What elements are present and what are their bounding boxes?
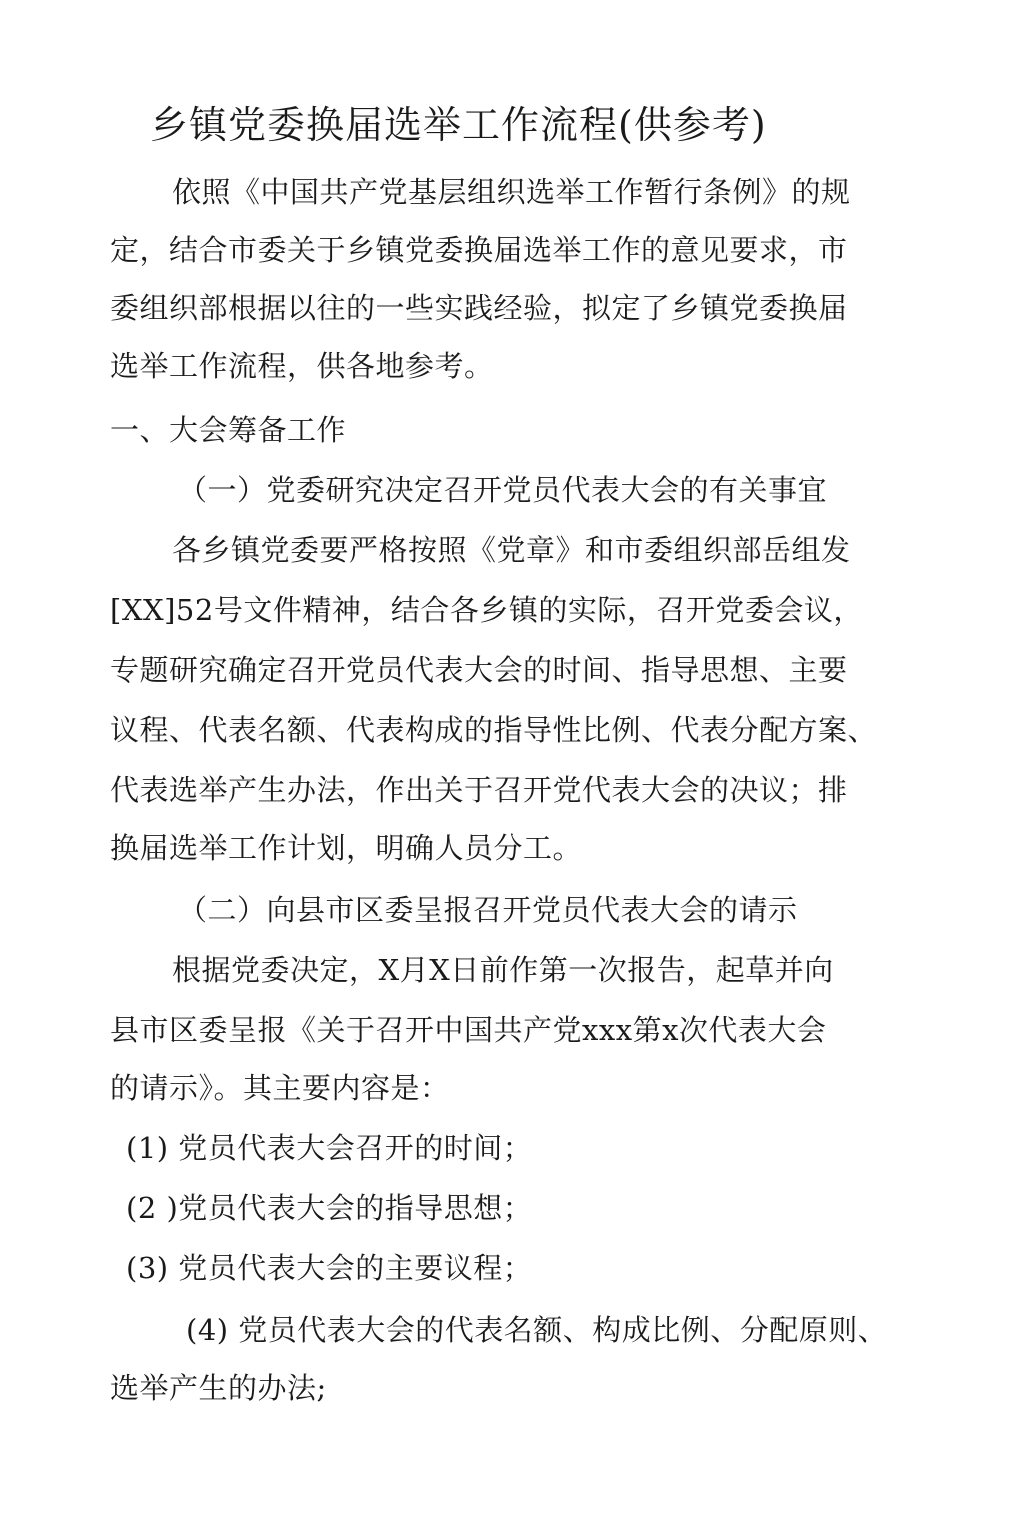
list-item-4-line-2: 选举产生的办法; xyxy=(110,1371,327,1405)
intro-line-1: 依照《中国共产党基层组织选举工作暂行条例》的规 xyxy=(172,175,851,209)
list-item-2: (2 )党员代表大会的指导思想； xyxy=(126,1191,533,1225)
subsection-1-line-1: 各乡镇党委要严格按照《党章》和市委组织部岳组发 xyxy=(172,533,851,567)
subsection-2-line-2: 县市区委呈报《关于召开中国共产党xxx第x次代表大会 xyxy=(110,1013,827,1047)
intro-line-2: 定，结合市委关于乡镇党委换届选举工作的意见要求，市 xyxy=(110,233,848,267)
subsection-2-heading: （二）向县市区委呈报召开党员代表大会的请示 xyxy=(178,893,798,927)
subsection-1-line-6: 换届选举工作计划，明确人员分工。 xyxy=(110,831,583,865)
intro-line-3: 委组织部根据以往的一些实践经验，拟定了乡镇党委换届 xyxy=(110,291,848,325)
intro-line-4: 选举工作流程，供各地参考。 xyxy=(110,349,494,383)
subsection-2-line-1: 根据党委决定，X月X日前作第一次报告，起草并向 xyxy=(172,953,834,987)
subsection-1-line-3: 专题研究确定召开党员代表大会的时间、指导思想、主要 xyxy=(110,653,848,687)
section-1-heading: 一、大会筹备工作 xyxy=(110,413,347,447)
subsection-1-line-4: 议程、代表名额、代表构成的指导性比例、代表分配方案、 xyxy=(110,713,878,747)
subsection-1-heading: （一）党委研究决定召开党员代表大会的有关事宜 xyxy=(178,473,828,507)
subsection-2-line-3: 的请示》。其主要内容是： xyxy=(110,1071,450,1105)
list-item-3: (3) 党员代表大会的主要议程； xyxy=(126,1251,533,1285)
subsection-1-line-2: [XX]52号文件精神，结合各乡镇的实际，召开党委会议， xyxy=(110,593,863,627)
subsection-1-line-5: 代表选举产生办法，作出关于召开党代表大会的决议；排 xyxy=(110,773,848,807)
document-title: 乡镇党委换届选举工作流程(供参考) xyxy=(150,103,767,147)
list-item-1: (1) 党员代表大会召开的时间； xyxy=(126,1131,533,1165)
list-item-4-line-1: (4) 党员代表大会的代表名额、构成比例、分配原则、 xyxy=(186,1313,888,1347)
